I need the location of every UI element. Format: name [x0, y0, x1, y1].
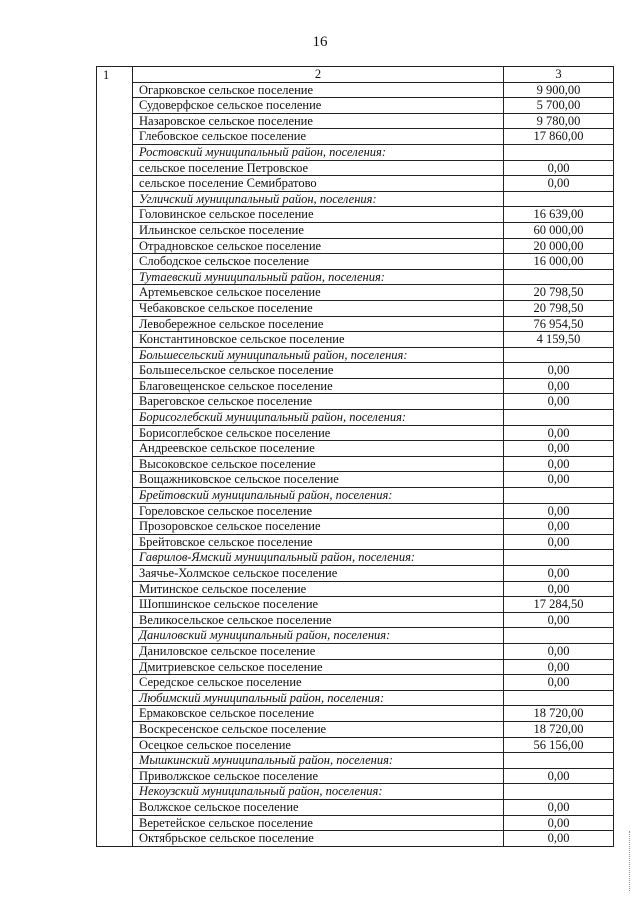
- amount-cell: 0,00: [504, 799, 614, 815]
- settlement-name-cell: Воскресенское сельское поселение: [133, 721, 504, 737]
- settlement-name-cell: Вареговское сельское поселение: [133, 394, 504, 410]
- allocation-table: [96, 66, 613, 847]
- amount-cell: [504, 784, 614, 800]
- table-row: [97, 768, 614, 784]
- amount-cell: [504, 410, 614, 426]
- row-index-cell: [97, 768, 133, 784]
- row-index-cell: [97, 690, 133, 706]
- district-header-row: [97, 753, 614, 769]
- table-row: [97, 300, 614, 316]
- amount-cell: [504, 550, 614, 566]
- column-header-3: 3: [504, 67, 614, 83]
- page-number: 16: [312, 34, 328, 50]
- row-index-cell: [97, 643, 133, 659]
- row-index-cell: [97, 425, 133, 441]
- district-name-cell: Борисоглебский муниципальный район, поселения:: [133, 410, 504, 426]
- table-row: [97, 98, 614, 114]
- amount-cell: 0,00: [504, 566, 614, 582]
- amount-cell: [504, 191, 614, 207]
- settlement-name-cell: Гореловское сельское поселение: [133, 503, 504, 519]
- amount-cell: 4 159,50: [504, 332, 614, 348]
- settlement-name-cell: Головинское сельское поселение: [133, 207, 504, 223]
- amount-cell: [504, 690, 614, 706]
- settlement-name-cell: сельское поселение Семибратово: [133, 176, 504, 192]
- row-index-cell: [97, 441, 133, 457]
- settlement-name-cell: Отрадновское сельское поселение: [133, 238, 504, 254]
- column-header-2: 2: [133, 67, 504, 83]
- row-index-cell: [97, 238, 133, 254]
- row-index-cell: [97, 815, 133, 831]
- district-name-cell: Мышкинский муниципальный район, поселения:: [133, 753, 504, 769]
- amount-cell: 0,00: [504, 394, 614, 410]
- row-index-cell: [97, 113, 133, 129]
- amount-cell: 16 639,00: [504, 207, 614, 223]
- amount-cell: 18 720,00: [504, 706, 614, 722]
- row-index-cell: [97, 98, 133, 114]
- table-row: [97, 799, 614, 815]
- amount-cell: [504, 753, 614, 769]
- table-row: [97, 222, 614, 238]
- row-index-cell: [97, 706, 133, 722]
- table-row: [97, 285, 614, 301]
- amount-cell: 0,00: [504, 768, 614, 784]
- settlement-name-cell: Вощажниковское сельское поселение: [133, 472, 504, 488]
- table-row: [97, 659, 614, 675]
- row-index-cell: [97, 519, 133, 535]
- settlement-name-cell: Борисоглебское сельское поселение: [133, 425, 504, 441]
- row-index-cell: [97, 659, 133, 675]
- district-header-row: [97, 347, 614, 363]
- amount-cell: 9 900,00: [504, 82, 614, 98]
- amount-cell: 20 798,50: [504, 285, 614, 301]
- amount-cell: 76 954,50: [504, 316, 614, 332]
- settlement-name-cell: Благовещенское сельское поселение: [133, 378, 504, 394]
- district-name-cell: Тутаевский муниципальный район, поселения:: [133, 269, 504, 285]
- amount-cell: 0,00: [504, 456, 614, 472]
- amount-cell: 0,00: [504, 472, 614, 488]
- row-index-cell: [97, 285, 133, 301]
- table-row: [97, 534, 614, 550]
- row-index-cell: [97, 410, 133, 426]
- table-row: [97, 503, 614, 519]
- row-index-cell: [97, 534, 133, 550]
- district-name-cell: Даниловский муниципальный район, поселения:: [133, 628, 504, 644]
- settlement-name-cell: Артемьевское сельское поселение: [133, 285, 504, 301]
- district-header-row: [97, 550, 614, 566]
- amount-cell: 0,00: [504, 176, 614, 192]
- settlement-name-cell: Приволжское сельское поселение: [133, 768, 504, 784]
- row-index-cell: [97, 628, 133, 644]
- scan-margin-mark: [629, 831, 636, 891]
- settlement-name-cell: Глебовское сельское поселение: [133, 129, 504, 145]
- settlement-name-cell: Заячье-Холмское сельское поселение: [133, 566, 504, 582]
- amount-cell: 0,00: [504, 659, 614, 675]
- row-index-cell: [97, 191, 133, 207]
- row-index-cell: [97, 675, 133, 691]
- table-row: [97, 643, 614, 659]
- district-name-cell: Любимский муниципальный район, поселения:: [133, 690, 504, 706]
- table-row: [97, 441, 614, 457]
- row-index-cell: [97, 784, 133, 800]
- row-index-cell: [97, 503, 133, 519]
- amount-cell: 5 700,00: [504, 98, 614, 114]
- amount-cell: [504, 269, 614, 285]
- amount-cell: 0,00: [504, 363, 614, 379]
- row-index-cell: [97, 550, 133, 566]
- amount-cell: 0,00: [504, 519, 614, 535]
- settlement-name-cell: Шопшинское сельское поселение: [133, 597, 504, 613]
- column-header-row: [97, 67, 614, 83]
- row-index-cell: [97, 207, 133, 223]
- amount-cell: 0,00: [504, 534, 614, 550]
- district-header-row: [97, 144, 614, 160]
- table-row: [97, 675, 614, 691]
- amount-cell: 9 780,00: [504, 113, 614, 129]
- settlement-name-cell: Митинское сельское поселение: [133, 581, 504, 597]
- row-index-cell: [97, 721, 133, 737]
- amount-cell: 0,00: [504, 160, 614, 176]
- table-row: [97, 363, 614, 379]
- row-index-cell: [97, 831, 133, 847]
- row-index-cell: [97, 332, 133, 348]
- district-header-row: [97, 690, 614, 706]
- row-index-cell: [97, 254, 133, 270]
- amount-cell: 18 720,00: [504, 721, 614, 737]
- table-row: [97, 316, 614, 332]
- table-row: [97, 254, 614, 270]
- row-index-cell: [97, 269, 133, 285]
- row-index-cell: [97, 176, 133, 192]
- table-row: [97, 831, 614, 847]
- row-index-cell: [97, 160, 133, 176]
- row-index-cell: [97, 347, 133, 363]
- row-index-cell: [97, 488, 133, 504]
- district-header-row: [97, 488, 614, 504]
- settlement-name-cell: Ермаковское сельское поселение: [133, 706, 504, 722]
- table-row: [97, 815, 614, 831]
- table-row: [97, 425, 614, 441]
- settlement-name-cell: Веретейское сельское поселение: [133, 815, 504, 831]
- amount-cell: 0,00: [504, 815, 614, 831]
- amount-cell: 60 000,00: [504, 222, 614, 238]
- column-header-1: 1: [97, 67, 133, 83]
- table-row: [97, 519, 614, 535]
- amount-cell: 0,00: [504, 612, 614, 628]
- district-name-cell: Большесельский муниципальный район, поселения:: [133, 347, 504, 363]
- settlement-name-cell: Дмитриевское сельское поселение: [133, 659, 504, 675]
- row-index-cell: [97, 597, 133, 613]
- table-row: [97, 82, 614, 98]
- table-row: [97, 207, 614, 223]
- table-row: [97, 737, 614, 753]
- settlement-name-cell: Огарковское сельское поселение: [133, 82, 504, 98]
- row-index-cell: [97, 472, 133, 488]
- amount-cell: 0,00: [504, 675, 614, 691]
- row-index-cell: [97, 82, 133, 98]
- amount-cell: [504, 144, 614, 160]
- table-row: [97, 566, 614, 582]
- row-index-cell: [97, 753, 133, 769]
- table-row: [97, 721, 614, 737]
- amount-cell: 0,00: [504, 441, 614, 457]
- settlement-name-cell: Большесельское сельское поселение: [133, 363, 504, 379]
- amount-cell: [504, 347, 614, 363]
- amount-cell: 17 284,50: [504, 597, 614, 613]
- amount-cell: 20 000,00: [504, 238, 614, 254]
- row-index-cell: [97, 581, 133, 597]
- amount-cell: 20 798,50: [504, 300, 614, 316]
- table-row: [97, 332, 614, 348]
- settlement-name-cell: Левобережное сельское поселение: [133, 316, 504, 332]
- row-index-cell: [97, 300, 133, 316]
- settlement-name-cell: Назаровское сельское поселение: [133, 113, 504, 129]
- district-header-row: [97, 628, 614, 644]
- settlement-name-cell: Судоверфское сельское поселение: [133, 98, 504, 114]
- district-name-cell: Некоузский муниципальный район, поселения:: [133, 784, 504, 800]
- row-index-cell: [97, 144, 133, 160]
- settlement-name-cell: Октябрьское сельское поселение: [133, 831, 504, 847]
- row-index-cell: [97, 394, 133, 410]
- district-header-row: [97, 191, 614, 207]
- settlement-name-cell: Осецкое сельское поселение: [133, 737, 504, 753]
- amount-cell: 0,00: [504, 378, 614, 394]
- table-row: [97, 113, 614, 129]
- table-row: [97, 597, 614, 613]
- table-row: [97, 176, 614, 192]
- district-name-cell: Угличский муниципальный район, поселения:: [133, 191, 504, 207]
- settlement-name-cell: Прозоровское сельское поселение: [133, 519, 504, 535]
- settlement-name-cell: Чебаковское сельское поселение: [133, 300, 504, 316]
- table-row: [97, 129, 614, 145]
- settlement-name-cell: Даниловское сельское поселение: [133, 643, 504, 659]
- settlement-name-cell: Константиновское сельское поселение: [133, 332, 504, 348]
- row-index-cell: [97, 737, 133, 753]
- settlement-name-cell: Середское сельское поселение: [133, 675, 504, 691]
- amount-cell: [504, 488, 614, 504]
- settlement-name-cell: Великосельское сельское поселение: [133, 612, 504, 628]
- row-index-cell: [97, 566, 133, 582]
- table-row: [97, 394, 614, 410]
- row-index-cell: [97, 378, 133, 394]
- district-name-cell: Ростовский муниципальный район, поселения:: [133, 144, 504, 160]
- settlement-name-cell: Брейтовское сельское поселение: [133, 534, 504, 550]
- amount-cell: 56 156,00: [504, 737, 614, 753]
- amount-cell: 0,00: [504, 643, 614, 659]
- amount-cell: 0,00: [504, 425, 614, 441]
- amount-cell: 0,00: [504, 503, 614, 519]
- settlement-name-cell: Ильинское сельское поселение: [133, 222, 504, 238]
- table-row: [97, 160, 614, 176]
- row-index-cell: [97, 799, 133, 815]
- settlement-name-cell: Андреевское сельское поселение: [133, 441, 504, 457]
- row-index-cell: [97, 363, 133, 379]
- row-index-cell: [97, 316, 133, 332]
- settlement-name-cell: Волжское сельское поселение: [133, 799, 504, 815]
- district-name-cell: Гаврилов-Ямский муниципальный район, поселения:: [133, 550, 504, 566]
- table-row: [97, 612, 614, 628]
- row-index-cell: [97, 456, 133, 472]
- table-row: [97, 456, 614, 472]
- row-index-cell: [97, 222, 133, 238]
- table-row: [97, 472, 614, 488]
- amount-cell: 0,00: [504, 581, 614, 597]
- amount-cell: 17 860,00: [504, 129, 614, 145]
- amount-cell: 16 000,00: [504, 254, 614, 270]
- district-name-cell: Брейтовский муниципальный район, поселения:: [133, 488, 504, 504]
- table-row: [97, 378, 614, 394]
- settlement-name-cell: Высоковское сельское поселение: [133, 456, 504, 472]
- settlement-name-cell: сельское поселение Петровское: [133, 160, 504, 176]
- amount-cell: 0,00: [504, 831, 614, 847]
- amount-cell: [504, 628, 614, 644]
- row-index-cell: [97, 129, 133, 145]
- district-header-row: [97, 269, 614, 285]
- row-index-cell: [97, 612, 133, 628]
- table-row: [97, 581, 614, 597]
- settlement-name-cell: Слободское сельское поселение: [133, 254, 504, 270]
- table-row: [97, 706, 614, 722]
- district-header-row: [97, 410, 614, 426]
- district-header-row: [97, 784, 614, 800]
- table-row: [97, 238, 614, 254]
